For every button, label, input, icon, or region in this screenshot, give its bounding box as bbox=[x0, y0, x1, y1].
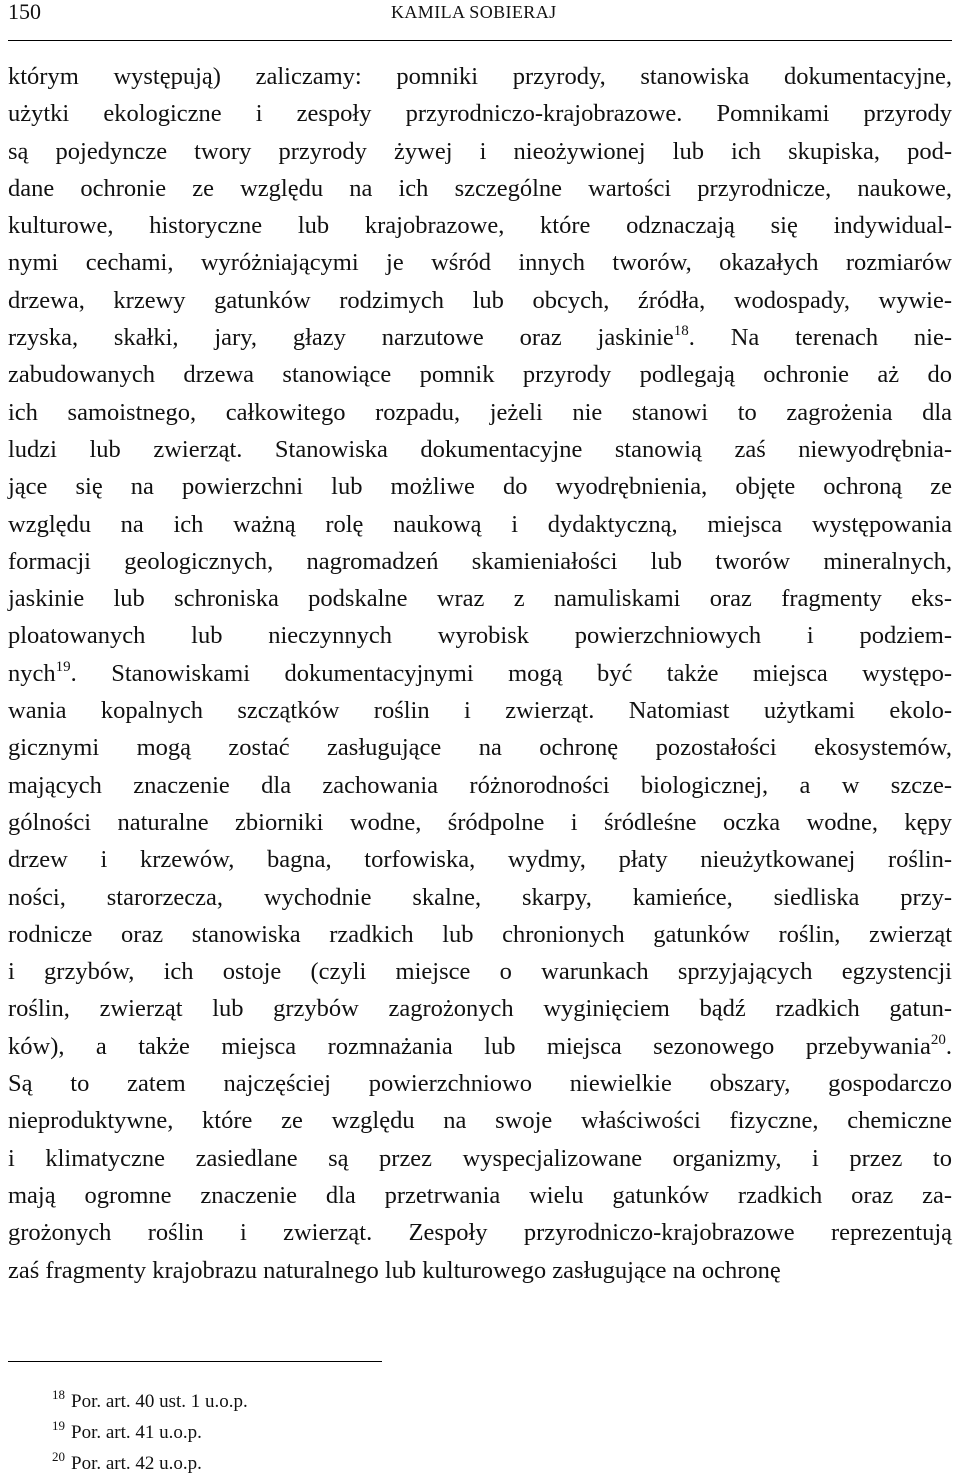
footnote-number: 19 bbox=[52, 1418, 65, 1433]
text-segment: jaskinie lub schroniska podskalne wraz z namuliskami oraz fragmenty eks- bbox=[8, 585, 952, 613]
text-line bbox=[8, 916, 952, 953]
text-segment: jące się na powierzchni lub możliwe do wyodrębnienia, objęte ochroną ze bbox=[8, 473, 952, 501]
text-line bbox=[8, 804, 952, 841]
text-line bbox=[8, 841, 952, 878]
text-line bbox=[8, 1065, 952, 1102]
text-line bbox=[8, 170, 952, 207]
text-segment: . Stanowiskami dokumentacyjnymi mogą być także miejsca występo- bbox=[70, 659, 952, 687]
text-segment: gólności naturalne zbiorniki wodne, śródpolne i śródleśne oczka wodne, kępy bbox=[8, 808, 952, 836]
text-line bbox=[8, 207, 952, 244]
footnotes bbox=[52, 1386, 452, 1479]
text-segment: zabudowanych drzewa stanowiące pomnik przyrody podlegają ochronie aż do bbox=[8, 361, 952, 389]
body-text bbox=[8, 58, 952, 1289]
footnote-text: Por. art. 40 ust. 1 u.o.p. bbox=[71, 1391, 248, 1412]
text-line bbox=[8, 1252, 952, 1289]
footnote bbox=[52, 1417, 452, 1448]
text-segment: użytki ekologiczne i zespoły przyrodniczo-krajobrazowe. Pomnikami przyrody bbox=[8, 100, 952, 128]
text-line bbox=[8, 244, 952, 281]
running-head: KAMILA SOBIERAJ bbox=[391, 2, 557, 22]
text-line bbox=[8, 133, 952, 170]
text-segment: Są to zatem najczęściej powierzchniowo niewielkie obszary, gospodarczo bbox=[8, 1070, 952, 1098]
footnote-separator bbox=[8, 1361, 382, 1362]
text-line bbox=[8, 729, 952, 766]
footnote bbox=[52, 1448, 452, 1479]
text-line bbox=[8, 1140, 952, 1177]
text-line bbox=[8, 580, 952, 617]
footnote-text: Por. art. 42 u.o.p. bbox=[71, 1453, 202, 1474]
text-segment: mających znaczenie dla zachowania różnorodności biologicznej, a w szcze- bbox=[8, 771, 952, 799]
page-number: 150 bbox=[8, 0, 41, 24]
text-line bbox=[8, 1214, 952, 1251]
footnote-reference: 20 bbox=[930, 1031, 946, 1048]
text-segment: i grzybów, ich ostoje (czyli miejsce o warunkach sprzyjających egzystencji bbox=[8, 958, 952, 986]
text-line bbox=[8, 319, 952, 356]
text-segment: drzewa, krzewy gatunków rodzimych lub obcych, źródła, wodospady, wywie- bbox=[8, 286, 952, 314]
text-segment: ich samoistnego, całkowitego rozpadu, jeżeli nie stanowi to zagrożenia dla bbox=[8, 398, 952, 426]
text-line bbox=[8, 1177, 952, 1214]
text-segment: nych bbox=[8, 659, 56, 687]
text-line bbox=[8, 1028, 952, 1065]
text-segment: rzyska, skałki, jary, głazy narzutowe oraz jaskinie bbox=[8, 324, 674, 352]
text-segment: dane ochronie ze względu na ich szczególne wartości przyrodnicze, naukowe, bbox=[8, 174, 952, 202]
page-header bbox=[8, 0, 952, 41]
footnote bbox=[52, 1386, 452, 1417]
text-segment: ków), a także miejsca rozmnażania lub miejsca sezonowego przebywania bbox=[8, 1032, 931, 1060]
text-segment: i klimatyczne zasiedlane są przez wyspecjalizowane organizmy, i przez to bbox=[8, 1144, 952, 1172]
text-segment: są pojedyncze twory przyrody żywej i nieożywionej lub ich skupiska, pod- bbox=[8, 137, 952, 165]
text-line bbox=[8, 953, 952, 990]
text-segment: formacji geologicznych, nagromadzeń skamieniałości lub tworów mineralnych, bbox=[8, 547, 952, 575]
text-line bbox=[8, 394, 952, 431]
footnote-number: 18 bbox=[52, 1387, 65, 1402]
text-line bbox=[8, 282, 952, 319]
text-line bbox=[8, 1102, 952, 1139]
text-line bbox=[8, 879, 952, 916]
footnote-reference: 19 bbox=[55, 658, 71, 675]
text-line bbox=[8, 468, 952, 505]
footnote-text: Por. art. 41 u.o.p. bbox=[71, 1422, 202, 1443]
text-segment: nieproduktywne, które ze względu na swoje właściwości fizyczne, chemiczne bbox=[8, 1107, 952, 1135]
text-segment: . bbox=[945, 1032, 952, 1060]
text-segment: ności, starorzecza, wychodnie skalne, skarpy, kamieńce, siedliska przy- bbox=[8, 883, 952, 911]
text-segment: mają ogromne znaczenie dla przetrwania wielu gatunków rzadkich oraz za- bbox=[8, 1181, 952, 1209]
text-line bbox=[8, 767, 952, 804]
text-segment: rodnicze oraz stanowiska rzadkich lub chronionych gatunków roślin, zwierząt bbox=[8, 920, 952, 948]
text-segment: względu na ich ważną rolę naukową i dydaktyczną, miejsca występowania bbox=[8, 510, 952, 538]
text-segment: wania kopalnych szczątków roślin i zwierząt. Natomiast użytkami ekolo- bbox=[8, 697, 952, 725]
footnote-number: 20 bbox=[52, 1449, 65, 1464]
text-segment: drzew i krzewów, bagna, torfowiska, wydmy, płaty nieużytkowanej roślin- bbox=[8, 846, 952, 874]
text-segment: nymi cechami, wyróżniającymi je wśród innych tworów, okazałych rozmiarów bbox=[8, 249, 952, 277]
text-line bbox=[8, 506, 952, 543]
text-line bbox=[8, 431, 952, 468]
text-segment: roślin, zwierząt lub grzybów zagrożonych wyginięciem bądź rzadkich gatun- bbox=[8, 995, 952, 1023]
text-segment: gicznymi mogą zostać zasługujące na ochronę pozostałości ekosystemów, bbox=[8, 734, 952, 762]
text-segment: grożonych roślin i zwierząt. Zespoły przyrodniczo-krajobrazowe reprezentują bbox=[8, 1219, 952, 1247]
text-line bbox=[8, 543, 952, 580]
text-segment: zaś fragmenty krajobrazu naturalnego lub kulturowego zasługujące na ochronę bbox=[8, 1256, 781, 1284]
text-segment: . Na terenach nie- bbox=[688, 324, 952, 352]
text-segment: ludzi lub zwierząt. Stanowiska dokumentacyjne stanowią zaś niewyodrębnia- bbox=[8, 435, 952, 463]
footnote-reference: 18 bbox=[673, 323, 689, 340]
text-line bbox=[8, 692, 952, 729]
text-line bbox=[8, 58, 952, 95]
text-line bbox=[8, 356, 952, 393]
text-line bbox=[8, 95, 952, 132]
text-segment: którym występują) zaliczamy: pomniki przyrody, stanowiska dokumentacyjne, bbox=[8, 63, 952, 90]
text-line bbox=[8, 655, 952, 692]
text-segment: ploatowanych lub nieczynnych wyrobisk powierzchniowych i podziem- bbox=[8, 622, 952, 650]
text-line bbox=[8, 990, 952, 1027]
text-segment: kulturowe, historyczne lub krajobrazowe, które odznaczają się indywidual- bbox=[8, 212, 952, 240]
text-line bbox=[8, 617, 952, 654]
